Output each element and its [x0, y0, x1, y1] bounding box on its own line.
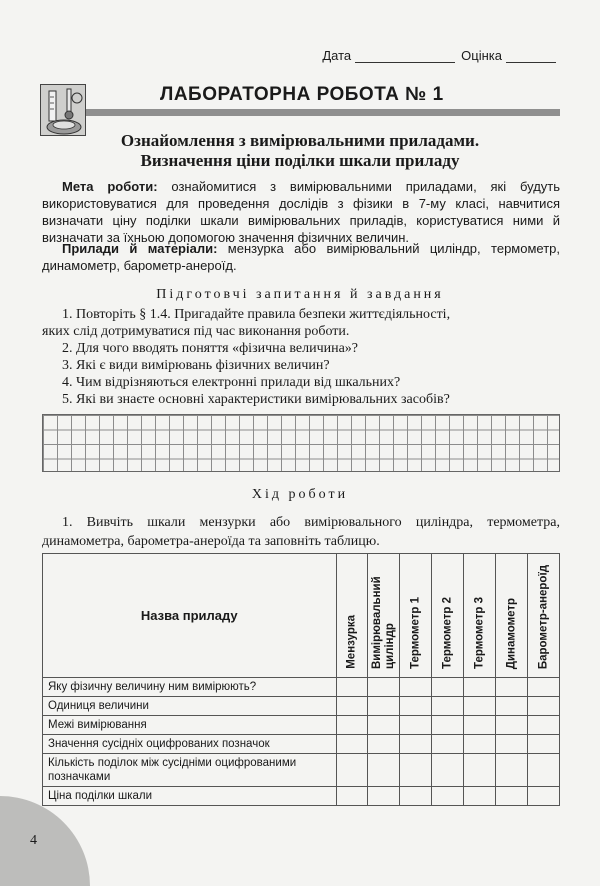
answer-cell[interactable]: [432, 735, 464, 754]
answer-cell[interactable]: [464, 716, 496, 735]
answer-cell[interactable]: [336, 678, 368, 697]
table-row: [43, 754, 560, 787]
grade-label: Оцінка: [461, 48, 502, 63]
goal-paragraph: [42, 178, 560, 246]
instruments-table: [42, 553, 560, 806]
question-2: 2. Для чого вводять поняття «фізична величина»?: [62, 341, 359, 356]
answer-cell[interactable]: [496, 787, 528, 806]
answer-cell[interactable]: [496, 678, 528, 697]
answer-cell[interactable]: [464, 678, 496, 697]
answer-cell[interactable]: [528, 716, 560, 735]
row-label: Ціна поділки шкали: [43, 787, 337, 806]
answer-cell[interactable]: [528, 787, 560, 806]
answer-cell[interactable]: [368, 787, 400, 806]
answer-cell[interactable]: [368, 716, 400, 735]
answer-grid[interactable]: [42, 414, 560, 472]
answer-cell[interactable]: [336, 787, 368, 806]
col-header-thermometer-1: Термометр 1: [400, 554, 432, 678]
table-row: [43, 716, 560, 735]
question-4: 4. Чим відрізняються електронні прилади від шкальних?: [62, 375, 401, 390]
question-5: 5. Які ви знаєте основні характеристики вимірювальних засобів?: [62, 392, 450, 407]
answer-cell[interactable]: [336, 716, 368, 735]
work-heading: Хід роботи: [251, 487, 349, 502]
answer-cell[interactable]: [496, 697, 528, 716]
table-header-row: [43, 554, 560, 678]
answer-cell[interactable]: [368, 697, 400, 716]
col-header-measuring-cylinder: Вимірювальний циліндр: [368, 554, 400, 678]
answer-cell[interactable]: [400, 787, 432, 806]
answer-cell[interactable]: [464, 697, 496, 716]
answer-cell[interactable]: [368, 735, 400, 754]
answer-cell[interactable]: [528, 678, 560, 697]
answer-cell[interactable]: [432, 716, 464, 735]
table-row: [43, 787, 560, 806]
answer-cell[interactable]: [528, 697, 560, 716]
question-1-continued: яких слід дотримуватися під час виконання роботи.: [42, 324, 350, 339]
row-label: Яку фізичну величину ним вимірюють?: [43, 678, 337, 697]
corner-decoration: [0, 796, 90, 886]
col-header-aneroid-barometer: Барометр-анероїд: [528, 554, 560, 678]
answer-cell[interactable]: [464, 735, 496, 754]
answer-cell[interactable]: [432, 678, 464, 697]
answer-cell[interactable]: [400, 697, 432, 716]
goal-label: Мета роботи:: [62, 179, 158, 194]
answer-cell[interactable]: [464, 754, 496, 787]
tools-text: мензурка або вимірювальний циліндр, термометр, динамометр, барометр-анероїд.: [42, 241, 560, 273]
question-3: 3. Які є види вимірювань фізичних величин?: [62, 358, 330, 373]
answer-cell[interactable]: [336, 697, 368, 716]
row-label: Кількість поділок між сусідніми оцифрованими позначками: [43, 754, 337, 787]
answer-cell[interactable]: [368, 754, 400, 787]
goal-text: ознайомитися з вимірювальними приладами, які будуть використовуватися для проведення дослідів з фізики в 7-му класі, навчитися визначати ціну поділки шкали вимірювальних приладів, користуватися ними й визначати за їхньою допомогою значення фізичних величин.: [42, 179, 561, 245]
subtitle-line-2: Визначення ціни поділки шкали приладу: [140, 151, 460, 170]
task-1: 1. Вивчіть шкали мензурки або вимірювального циліндра, термометра, динамометра, барометра-анероїда та заповніть таблицю.: [42, 515, 560, 549]
date-grade-fields: [322, 48, 562, 63]
tools-label: Прилади й матеріали:: [62, 241, 218, 256]
subtitle-line-1: Ознайомлення з вимірювальними приладами.: [120, 131, 480, 150]
answer-cell[interactable]: [496, 735, 528, 754]
answer-cell[interactable]: [496, 754, 528, 787]
table-row: [43, 735, 560, 754]
answer-cell[interactable]: [400, 735, 432, 754]
answer-cell[interactable]: [400, 716, 432, 735]
answer-cell[interactable]: [432, 697, 464, 716]
table-row: [43, 697, 560, 716]
answer-cell[interactable]: [432, 754, 464, 787]
title-bar: [40, 84, 560, 116]
lab-equipment-icon: [40, 84, 86, 136]
tools-paragraph: [42, 240, 560, 274]
col-header-dynamometer: Динамометр: [496, 554, 528, 678]
answer-cell[interactable]: [496, 716, 528, 735]
answer-cell[interactable]: [432, 787, 464, 806]
page-number: 4: [30, 833, 37, 848]
prep-heading: Підготовчі запитання й завдання: [156, 287, 444, 302]
row-label: Значення сусідніх оцифрованих позначок: [43, 735, 337, 754]
table-row: [43, 678, 560, 697]
date-label: Дата: [322, 48, 352, 63]
date-field[interactable]: [355, 51, 455, 63]
answer-cell[interactable]: [400, 754, 432, 787]
answer-cell[interactable]: [528, 735, 560, 754]
col-header-measuring-cup: Мензурка: [336, 554, 368, 678]
answer-cell[interactable]: [464, 787, 496, 806]
answer-cell[interactable]: [368, 678, 400, 697]
grade-field[interactable]: [506, 51, 556, 63]
col-header-thermometer-2: Термометр 2: [432, 554, 464, 678]
question-1: 1. Повторіть § 1.4. Пригадайте правила безпеки життєдіяльності,: [62, 307, 451, 322]
lab-title: ЛАБОРАТОРНА РОБОТА № 1: [160, 84, 444, 105]
col-header-thermometer-3: Термометр 3: [464, 554, 496, 678]
row-label: Межі вимірювання: [43, 716, 337, 735]
instrument-name-header: Назва приладу: [43, 554, 337, 678]
row-label: Одиниця величини: [43, 697, 337, 716]
answer-cell[interactable]: [528, 754, 560, 787]
questions-list: [42, 306, 560, 408]
answer-cell[interactable]: [336, 735, 368, 754]
title-underline-bar: [80, 109, 560, 116]
answer-cell[interactable]: [336, 754, 368, 787]
answer-cell[interactable]: [400, 678, 432, 697]
